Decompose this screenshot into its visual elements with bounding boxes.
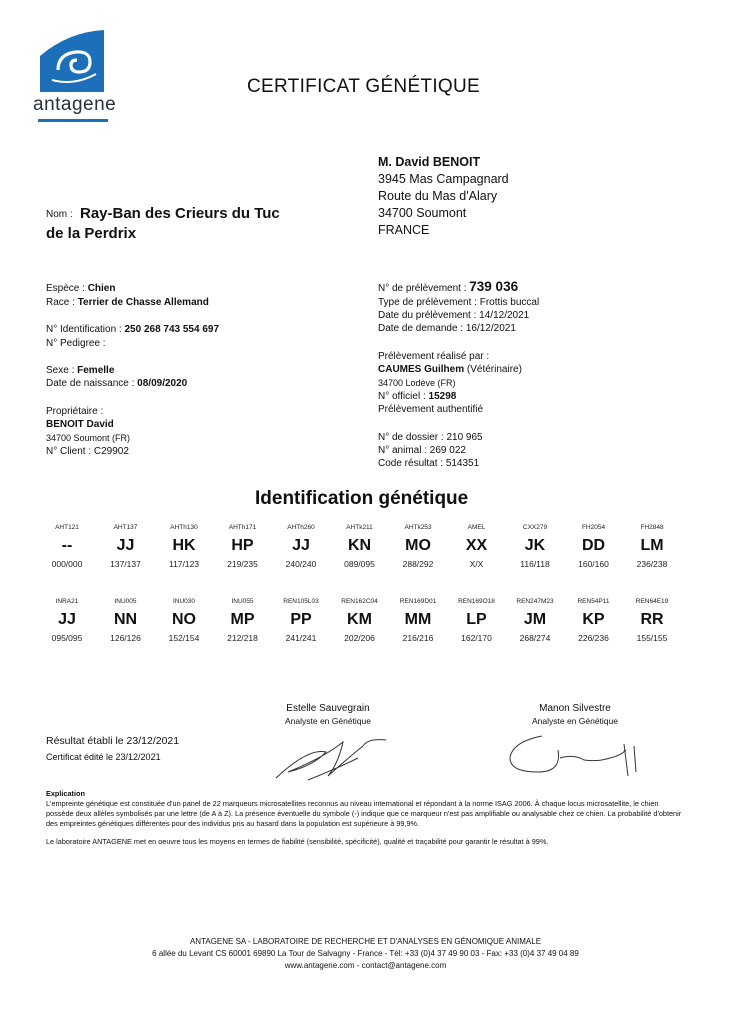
identification-value: 250 268 743 554 697: [124, 324, 220, 335]
marker-sizes: 089/095: [344, 559, 375, 569]
client-number: N° Client : C29902: [46, 446, 129, 457]
owner-address-line2: Route du Mas d'Alary: [378, 189, 498, 203]
marker-cell: [504, 524, 566, 569]
marker-name: REN162C04: [341, 598, 378, 605]
dossier-number: N° de dossier : 210 965: [378, 432, 483, 443]
proprietaire-ville: 34700 Soumont (FR): [46, 433, 131, 443]
marker-alleles: KM: [347, 611, 372, 628]
marker-alleles: PP: [290, 611, 312, 628]
marker-name: REN247M23: [516, 598, 554, 605]
marker-cell: [329, 524, 391, 569]
veterinaire-ville: 34700 Lodève (FR): [378, 378, 456, 388]
marker-name: AHTk253: [404, 524, 432, 531]
sexe-value: Femelle: [77, 365, 115, 376]
marker-alleles: JJ: [116, 537, 135, 554]
marker-sizes: 095/095: [51, 633, 83, 643]
marker-cell: [95, 598, 157, 643]
marker-cell: [212, 524, 274, 569]
officiel-label: N° officiel :: [378, 391, 426, 402]
pedigree-label: N° Pedigree :: [46, 338, 106, 349]
officiel-row: [378, 390, 456, 403]
marker-name: CXX279: [522, 524, 548, 531]
signatory-right-name: Manon Silvestre: [539, 703, 611, 714]
marker-cell: [621, 598, 683, 643]
marker-alleles: XX: [465, 537, 488, 554]
marker-name: AHTh260: [287, 524, 315, 531]
marker-alleles: LP: [466, 611, 487, 628]
marker-cell: [621, 524, 683, 569]
marker-cell: [270, 598, 332, 643]
pedigree-row: [46, 337, 106, 350]
marker-sizes: X/X: [469, 559, 484, 569]
marker-name: REN169O18: [458, 598, 495, 605]
sexe-row: [46, 364, 114, 377]
marker-name: AHTh130: [170, 524, 198, 531]
marker-alleles: KN: [347, 537, 372, 554]
resultat-date: Résultat établi le 23/12/2021: [46, 735, 180, 747]
owner-address-country: FRANCE: [378, 223, 430, 237]
marker-cell: [563, 598, 625, 643]
marker-name: REN105L03: [283, 598, 319, 605]
marker-alleles: HK: [172, 537, 196, 554]
explanation-paragraph-1: L'empreinte génétique est constituée d'un panel de 22 marqueurs microsatellites reconnus au niveau international et répondant à la norme ISAG 2006. À chaque locus microsatellite, le chien possède deux allèles symbolisés par une lettre (de A à Z). La présence éventuelle du symbole (-) indique que ce marqueur n'est pas amplifiable ou analysable chez ce chien. La probabilité d'obtenir des empreintes génétiques différentes pour des individus pris au hasard dans la population est supérieure à 99,9%.: [46, 799, 682, 828]
marker-name: FH2054: [581, 524, 606, 531]
marker-sizes: 117/123: [168, 559, 200, 569]
proprietaire-label: Propriétaire :: [46, 406, 104, 417]
espece-row: [46, 282, 115, 295]
marker-alleles: NO: [172, 611, 196, 628]
marker-name: INRA21: [55, 598, 79, 605]
identification-row: [46, 323, 219, 336]
certificat-date: Certificat édité le 23/12/2021: [46, 752, 161, 762]
marker-alleles: RR: [640, 611, 664, 628]
marker-name: AHTh171: [228, 524, 257, 531]
marker-name: INU030: [172, 598, 196, 605]
prelevement-value: 739 036: [469, 279, 519, 294]
marker-name: REN64E19: [635, 598, 669, 605]
marker-sizes: 226/236: [578, 633, 609, 643]
veterinaire-name: CAUMES Guilhem: [378, 364, 465, 375]
genetic-section-title: Identification génétique: [255, 488, 469, 509]
marker-sizes: 240/240: [285, 559, 317, 569]
marker-cell: [387, 598, 449, 643]
marker-cell: [153, 524, 215, 569]
naissance-value: 08/09/2020: [137, 378, 188, 389]
marker-alleles: HP: [231, 537, 254, 554]
owner-address: [378, 154, 509, 239]
identification-label: N° Identification :: [46, 324, 122, 335]
marker-name: AMEL: [467, 524, 486, 531]
code-resultat: Code résultat : 514351: [378, 458, 480, 469]
marker-sizes: 160/160: [578, 559, 609, 569]
prelevement-row: [378, 280, 518, 295]
marker-alleles: KP: [582, 611, 605, 628]
prelevement-label: N° de prélèvement :: [378, 283, 467, 294]
marker-sizes: 288/292: [402, 559, 434, 569]
animal-name-line1: Ray-Ban des Crieurs du Tuc: [80, 205, 280, 222]
marker-sizes: 268/274: [519, 633, 551, 643]
type-prelevement: Type de prélèvement : Frottis buccal: [378, 297, 540, 308]
marker-sizes: 241/241: [285, 633, 317, 643]
marker-alleles: DD: [581, 537, 606, 554]
owner-address-line1: 3945 Mas Campagnard: [378, 172, 509, 186]
signatory-right-role: Analyste en Génétique: [531, 716, 618, 726]
marker-cell: [36, 598, 98, 643]
race-row: [46, 296, 209, 309]
marker-sizes: 236/238: [636, 559, 668, 569]
signature-right-icon: [502, 728, 647, 791]
prelevement-authentifie: Prélèvement authentifié: [378, 404, 484, 415]
footer-address: 6 allée du Levant CS 60001 69890 La Tour de Salvagny - France - Tél: +33 (0)4 37 49 90 03 - Fax: +33 (0)4 37 49 04 89: [152, 949, 579, 958]
certificate-title: CERTIFICAT GÉNÉTIQUE: [247, 76, 480, 97]
antagene-logo-icon: [38, 30, 104, 92]
marker-sizes: 137/137: [110, 559, 141, 569]
espece-value: Chien: [87, 283, 116, 294]
marker-cell: [95, 524, 157, 569]
explanation-block: [46, 789, 686, 847]
signature-left-icon: [268, 728, 393, 791]
marker-cell: [563, 524, 625, 569]
marker-alleles: JJ: [58, 611, 76, 628]
race-label: Race :: [46, 297, 75, 308]
animal-number: N° animal : 269 022: [378, 445, 466, 456]
marker-cell: [212, 598, 274, 643]
marker-name: INU005: [114, 598, 137, 605]
footer-lab-name: ANTAGENE SA - LABORATOIRE DE RECHERCHE ET D'ANALYSES EN GÉNOMIQUE ANIMALE: [189, 937, 542, 946]
proprietaire-name: BENOIT David: [46, 419, 114, 430]
explanation-title: Explication: [46, 789, 85, 798]
officiel-value: 15298: [428, 391, 457, 402]
espece-label: Espèce :: [46, 283, 85, 294]
marker-name: REN169D01: [399, 598, 437, 605]
marker-name: AHT137: [113, 524, 138, 531]
veterinaire-row: [378, 363, 522, 376]
marker-alleles: JK: [524, 537, 546, 554]
marker-alleles: LM: [640, 537, 664, 554]
marker-sizes: 126/126: [110, 633, 141, 643]
marker-name: AHTk211: [346, 524, 373, 531]
marker-alleles: JJ: [292, 537, 310, 554]
animal-name-label: Nom :: [46, 209, 73, 220]
veterinaire-role: (Vétérinaire): [466, 364, 522, 375]
footer-contact: www.antagene.com - contact@antagene.com: [284, 961, 447, 970]
marker-sizes: 212/218: [227, 633, 258, 643]
date-demande: Date de demande : 16/12/2021: [378, 323, 516, 334]
naissance-row: [46, 377, 187, 390]
marker-name: REN54P11: [577, 598, 610, 605]
owner-address-line3: 34700 Soumont: [378, 206, 467, 220]
marker-cell: [153, 598, 215, 643]
marker-sizes: 219/235: [227, 559, 258, 569]
marker-sizes: 116/118: [520, 559, 550, 569]
marker-cell: [387, 524, 449, 569]
marker-name: FH2848: [640, 524, 664, 531]
marker-alleles: --: [61, 537, 73, 554]
date-prelevement: Date du prélèvement : 14/12/2021: [378, 310, 530, 321]
marker-cell: [504, 598, 566, 643]
marker-cell: [270, 524, 332, 569]
marker-sizes: 202/206: [344, 633, 375, 643]
explanation-paragraph-2: Le laboratoire ANTAGENE met en oeuvre tous les moyens en termes de fiabilité (sensibilité, spécificité), qualité et traçabilité pour garantir le résultat à 99%.: [46, 837, 549, 846]
naissance-label: Date de naissance :: [46, 378, 135, 389]
signatory-left-role: Analyste en Génétique: [284, 716, 371, 726]
brand-underline: [38, 119, 108, 122]
marker-alleles: MP: [230, 611, 255, 628]
brand-name: antagene: [33, 94, 117, 115]
marker-alleles: JM: [523, 611, 547, 628]
marker-cell: [329, 598, 391, 643]
marker-alleles: NN: [113, 611, 138, 628]
marker-sizes: 216/216: [402, 633, 434, 643]
sexe-label: Sexe :: [46, 365, 75, 376]
marker-sizes: 162/170: [461, 633, 492, 643]
marker-sizes: 155/155: [636, 633, 668, 643]
owner-address-name: M. David BENOIT: [378, 155, 481, 169]
marker-name: INU055: [231, 598, 254, 605]
animal-name-line2: de la Perdrix: [46, 225, 137, 242]
marker-name: AHT121: [55, 524, 79, 531]
realise-par: Prélèvement réalisé par :: [378, 351, 490, 362]
marker-alleles: MO: [405, 537, 431, 554]
signatory-left-name: Estelle Sauvegrain: [286, 703, 370, 714]
race-value: Terrier de Chasse Allemand: [77, 297, 209, 308]
marker-cell: [446, 598, 508, 643]
marker-alleles: MM: [404, 611, 432, 628]
marker-cell: [446, 524, 508, 569]
marker-sizes: 152/154: [168, 633, 200, 643]
marker-cell: [36, 524, 98, 569]
marker-sizes: 000/000: [51, 559, 83, 569]
